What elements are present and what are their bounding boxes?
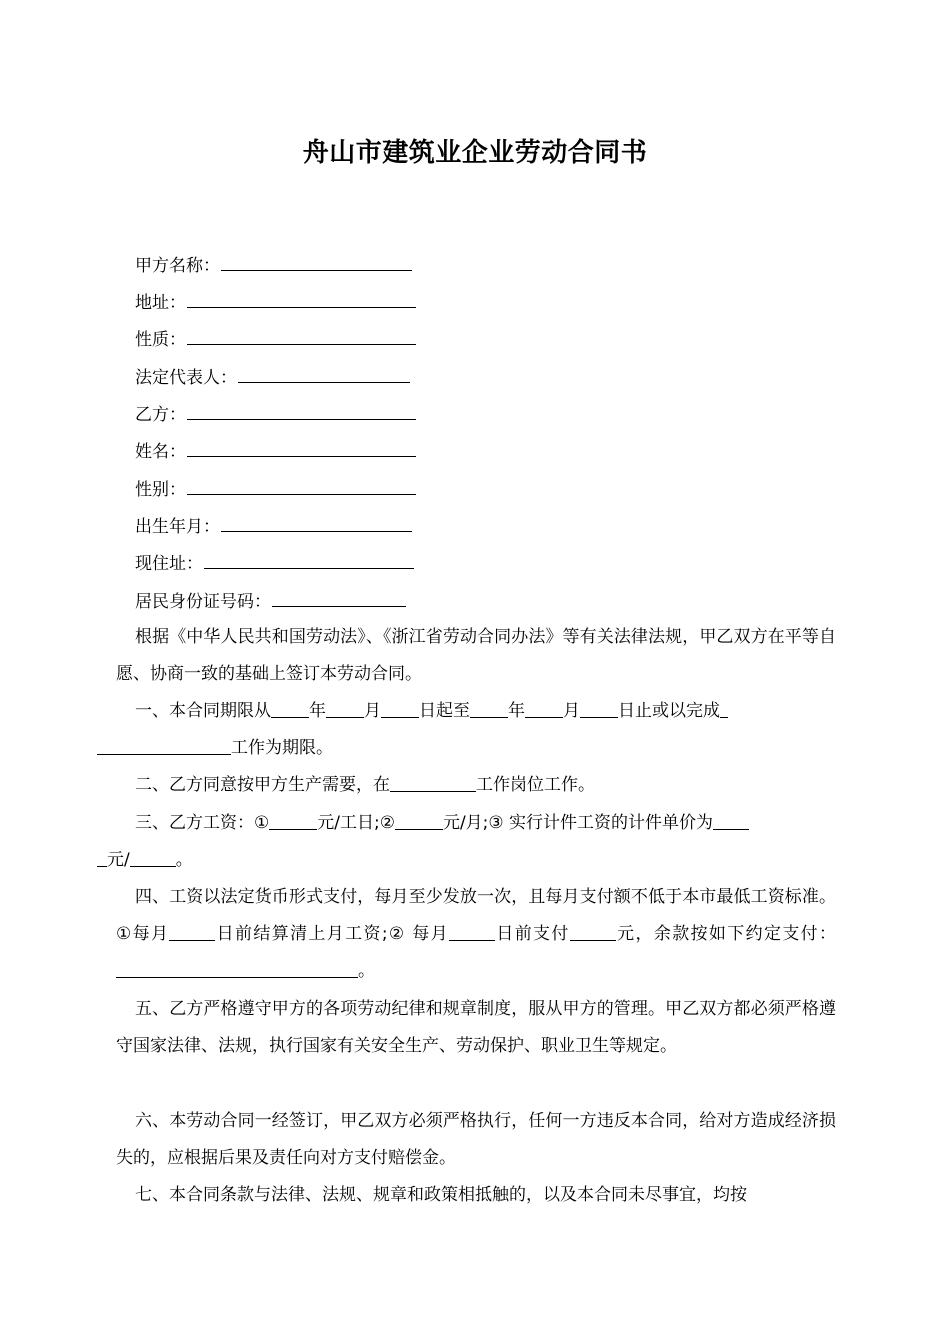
- clause-text: 月: [563, 701, 580, 721]
- blank-line: [580, 717, 618, 718]
- clause-7-conflict: [116, 1177, 836, 1214]
- clause-4-payment: [116, 879, 836, 990]
- blank-line: [449, 940, 495, 941]
- clause-6-compensation: [116, 1103, 836, 1177]
- blank-line: [269, 829, 317, 830]
- field-legal-representative: [135, 362, 410, 388]
- blank-line: [97, 754, 231, 755]
- clause-text: 元/月;③ 实行计件工资的计件单价为: [442, 813, 714, 833]
- preamble-text: 根据《中华人民共和国劳动法》、《浙江省劳动合同办法》等有关法律法规，甲乙双方在平等自愿、协商一致的基础上签订本劳动合同。: [116, 627, 836, 684]
- clause-text: 二、乙方同意按甲方生产需要，在: [135, 775, 390, 795]
- blank-line: [221, 531, 412, 532]
- preamble-paragraph: [116, 619, 836, 693]
- field-party-b: [135, 399, 416, 425]
- field-label: 性别：: [135, 480, 186, 500]
- blank-line: [395, 829, 443, 830]
- blank-line: [470, 717, 508, 718]
- clause-text: 六、本劳动合同一经签订，甲乙双方必须严格执行，任何一方违反本合同，给对方造成经济损失的，应根据后果及责任向对方支付赔偿金。: [116, 1111, 836, 1168]
- clause-text: 日前结算清上月工资;② 每月: [215, 924, 449, 944]
- blank-line: [525, 717, 563, 718]
- blank-line: [238, 382, 410, 383]
- document-title: 舟山市建筑业企业劳动合同书: [302, 138, 648, 168]
- field-label: 居民身份证号码：: [135, 592, 271, 612]
- blank-line: [390, 791, 476, 792]
- field-party-a-name: [135, 250, 412, 276]
- blank-line: [97, 866, 107, 867]
- clause-text: 日起至: [419, 701, 470, 721]
- blank-line: [271, 717, 309, 718]
- blank-line: [187, 344, 416, 345]
- blank-line: [204, 568, 414, 569]
- blank-line: [570, 940, 616, 941]
- clause-text: 元，余款按如下约定支付：: [615, 924, 837, 944]
- field-label: 地址：: [135, 293, 186, 313]
- blank-line: [187, 419, 416, 420]
- blank-line: [187, 456, 416, 457]
- blank-line: [130, 866, 176, 867]
- blank-line: [221, 270, 412, 271]
- clause-text: 。: [175, 850, 193, 870]
- field-label: 姓名：: [135, 442, 186, 462]
- field-label: 乙方：: [135, 405, 186, 425]
- blank-line: [713, 829, 749, 830]
- field-label: 出生年月：: [135, 517, 220, 537]
- clause-text: 三、乙方工资：①: [135, 813, 270, 833]
- clause-text: 日前支付: [495, 924, 570, 944]
- clause-1-term: [116, 693, 836, 767]
- clause-text: 日止或以完成: [618, 701, 720, 721]
- clause-text: 月: [364, 701, 381, 721]
- field-label: 法定代表人：: [135, 368, 237, 388]
- clause-text: 。: [358, 961, 375, 981]
- field-birth-date: [135, 511, 412, 537]
- clause-text: 元/工日;②: [317, 813, 395, 833]
- clause-text: 年: [309, 701, 326, 721]
- field-label: 甲方名称：: [135, 256, 220, 276]
- field-nature: [135, 324, 416, 350]
- clause-text: 七、本合同条款与法律、法规、规章和政策相抵触的，以及本合同未尽事宜，均按: [135, 1185, 747, 1205]
- clause-text: 四、工资以法定货币形式支付，每月至少发放一次，且每月支付额不低于本市最低工资标准。①每月: [116, 887, 836, 944]
- field-address: [135, 287, 416, 313]
- clause-text: 五、乙方严格遵守甲方的各项劳动纪律和规章制度，服从甲方的管理。甲乙双方都必须严格遵守国家法律、法规，执行国家有关安全生产、劳动保护、职业卫生等规定。: [116, 999, 836, 1056]
- field-current-address: [135, 548, 414, 574]
- clause-text: 年: [508, 701, 525, 721]
- blank-line: [381, 717, 419, 718]
- clause-text: 工作岗位工作。: [476, 775, 595, 795]
- blank-line: [169, 940, 215, 941]
- clause-text: 工作为期限。: [231, 738, 333, 758]
- clause-3-wages: [107, 805, 836, 879]
- clause-5-discipline: [116, 991, 836, 1065]
- field-id-number: [135, 586, 406, 612]
- blank-line: [326, 717, 364, 718]
- blank-line: [187, 307, 416, 308]
- clause-2-position: [116, 767, 836, 804]
- field-label: 现住址：: [135, 554, 203, 574]
- field-gender: [135, 474, 416, 500]
- blank-line: [116, 977, 358, 978]
- blank-line: [720, 717, 728, 718]
- clause-text: 元/: [107, 850, 130, 870]
- blank-line: [272, 606, 406, 607]
- field-name: [135, 436, 416, 462]
- field-label: 性质：: [135, 330, 186, 350]
- blank-line: [187, 494, 416, 495]
- clause-text: 一、本合同期限从: [135, 701, 271, 721]
